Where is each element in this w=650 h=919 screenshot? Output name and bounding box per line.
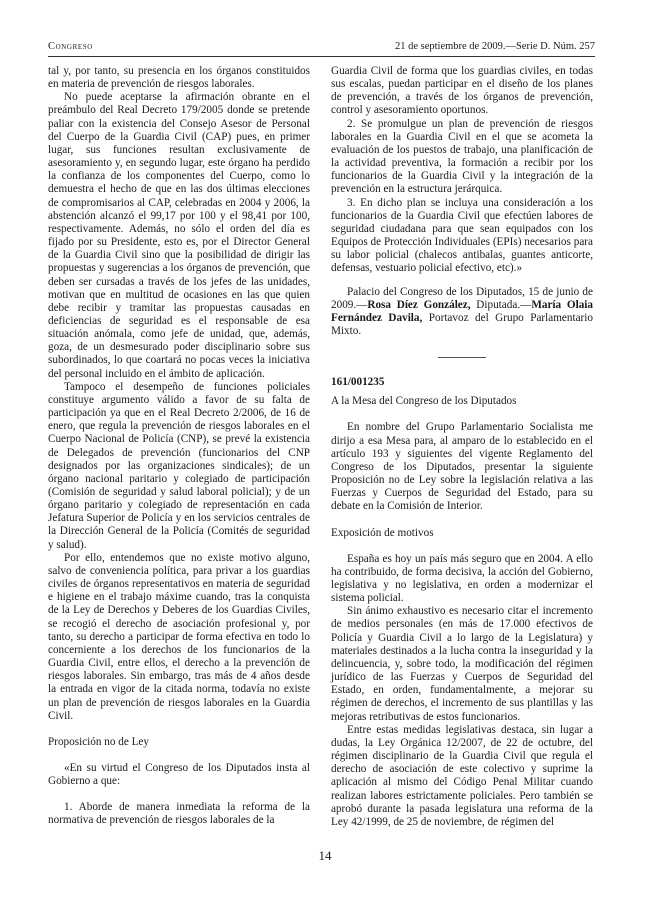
paragraph: 3. En dicho plan se incluya una consideración a los funcionarios de la Guardia Civil que efectúen labores de seguridad ciudadana para que sean equipados con los Equipos de Protección Individuales (EPIs) necesarios para su labor policial (chalecos antibalas, guantes anticorte, defensas, vestuario policial efectivo, etc).» (331, 196, 593, 275)
header-publication: Congreso (48, 41, 93, 52)
signatory-name: María Olaia Fernández Davila, (331, 298, 594, 324)
right-column (331, 65, 593, 829)
page-number: 14 (318, 848, 332, 863)
paragraph: Por ello, entendemos que no existe motivo alguno, salvo de conveniencia política, para privar a los guardias civiles de órganos representativos en materia de seguridad e higiene en el trabajo máxime cuando, tras la conquista de la Ley de Derechos y Deberes de los Guardias Civiles, se recogió el derecho de asociación profesional y, por tanto, su derecho a participar de forma efectiva en todo lo concerniente a los derechos de los funcionarios de la Guardia Civil, entre ellos, el derecho a la prevención de riesgos laborales. Sin embargo, tras más de 4 años desde la entrada en vigor de la citada norma, todavía no existe un plan de prevención de riesgos laborales en la Guardia Civil. (48, 551, 310, 722)
left-column (48, 65, 310, 828)
section-heading: Proposición no de Ley (48, 735, 149, 748)
header-date-series: 21 de septiembre de 2009.—Serie D. Núm. 257 (394, 41, 595, 52)
paragraph: No puede aceptarse la afirmación obrante en el preámbulo del Real Decreto 179/2005 donde se pretende paliar con la existencia del Consejo Asesor de Personal del Cuerpo de la Guardia Civil (CAP) pues, en primer lugar, sus funciones resultan exclusivamente de asesoramiento y, en segundo lugar, este órgano ha perdido la confianza de los componentes del Cuerpo, como lo demuestra el hecho de que en las dos últimas elecciones de compromisarios al CAP, celebradas en 2004 y 2006, la abstención alcanzó el 99,17 por 100 y el 98,41 por 100, respectivamente. Además, no sólo el orden del día es fijado por su Presidente, esto es, por el Director General de la Guardia Civil sino que la posibilidad de dirigir las propuestas y sugerencias a los órganos de prevención, que deben ser cursadas a través de los jefes de las unidades, motivan que en multitud de ocasiones en las que quien debe recibir y tramitar las propuestas causadas en deficiencias de seguridad es el responsable de esa situación anómala, como jefe de unidad, que, además, goza, de un desmesurado poder disciplinario sobre sus subordinados, lo que coartará no pocas veces la iniciativa del personal incluido en el ámbito de aplicación. (48, 91, 310, 380)
document-reference: 161/001235 (331, 376, 385, 389)
paragraph: 1. Aborde de manera inmediata la reforma de la normativa de prevención de riesgos laborales de la (48, 801, 310, 827)
addressee: A la Mesa del Congreso de los Diputados (331, 395, 517, 408)
signature-block (331, 286, 593, 339)
paragraph: España es hoy un país más seguro que en 2004. A ello ha contribuido, de forma decisiva, la acción del Gobierno, legislativa y no legislativa, en orden a modernizar el sistema policial. (331, 552, 593, 605)
paragraph: En nombre del Grupo Parlamentario Socialista me dirijo a esa Mesa para, al amparo de lo establecido en el artículo 193 y siguientes del vigente Reglamento del Congreso de los Diputados, presentar la siguiente Proposición no de Ley sobre la legislación relativa a las Fuerzas y Cuerpos de Seguridad del Estado, para su debate en la Comisión de Interior. (331, 421, 593, 513)
paragraph: Guardia Civil de forma que los guardias civiles, en todas sus escalas, puedan participar en el diseño de los planes de prevención, a través de los órganos de prevención, control y asesoramiento oportunos. (331, 65, 593, 117)
section-heading: Exposición de motivos (331, 526, 434, 539)
paragraph: Entre estas medidas legislativas destaca, sin lugar a dudas, la Ley Orgánica 12/2007, de 22 de octubre, del régimen disciplinario de la Guardia Civil que regula el derecho de asociación de este colectivo y suprime la aplicación al mismo del Código Penal Militar cuando realizan labores estrictamente policiales. Pero también se aprobó durante la pasada legislatura una reforma de la Ley 42/1999, de 25 de noviembre, de régimen del (331, 723, 593, 828)
signatory-name: Rosa Díez González, (367, 298, 471, 311)
signature-place-date: Palacio del Congreso de los Diputados, 15 de junio de 2009.— (331, 285, 593, 311)
signatory-role: Portavoz del Grupo Parlamentario Mixto. (331, 311, 593, 337)
paragraph: tal y, por tanto, su presencia en los órganos constituidos en materia de prevención de riesgos laborales. (48, 65, 310, 91)
running-header (48, 41, 595, 52)
paragraph: 2. Se promulgue un plan de prevención de riesgos laborales en la Guardia Civil en el que se acometa la evaluación de los puestos de trabajo, una planificación de la actividad preventiva, la formación a recibir por los funcionarios de la Guardia Civil y la integración de la prevención en la estructura jerárquica. (331, 117, 593, 196)
header-divider (48, 56, 595, 57)
paragraph: Tampoco el desempeño de funciones policiales constituye argumento válido a favor de su falta de participación ya que en el Real Decreto 2/2006, de 16 de enero, que regula la prevención de riesgos laborales en el Cuerpo Nacional de Policía (CNP), se prevé la existencia de Delegados de prevención (funcionarios del CNP designados por las organizaciones sindicales); de un órgano nacional paritario y colegiado de participación (Comisión de seguridad y salud laboral policial); y de un órgano paritario y colegiado de representación en cada Jefatura Superior de Policía y en los servicios centrales de la Dirección General de la Policía (Comités de seguridad y salud). (48, 380, 310, 551)
paragraph: «En su virtud el Congreso de los Diputados insta al Gobierno a que: (48, 761, 310, 788)
section-divider (438, 357, 486, 358)
paragraph: Sin ánimo exhaustivo es necesario citar el incremento de medios personales (en más de 17.000 efectivos de Policía y Guardia Civil a lo largo de la Legislatura) y materiales destinados a la lucha contra la inseguridad y la delincuencia, y, sobre todo, la modificación del régimen jurídico de las Fuerzas y Cuerpos de Seguridad del Estado, en orden, fundamentalmente, a mejorar su régimen de derechos, el incremento de sus plantillas y las mejoras retributivas de estos funcionarios. (331, 605, 593, 723)
signatory-role: Diputada.— (470, 298, 532, 311)
